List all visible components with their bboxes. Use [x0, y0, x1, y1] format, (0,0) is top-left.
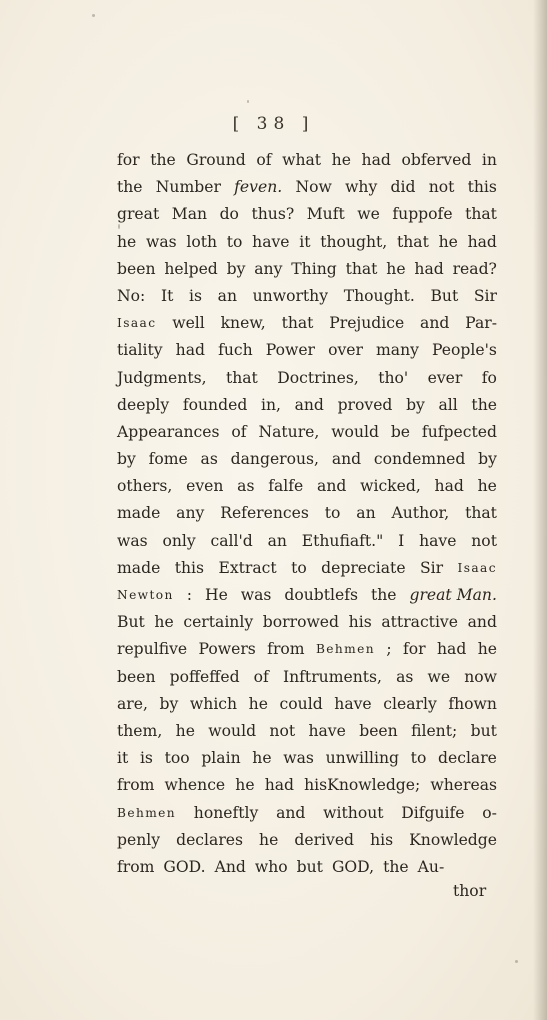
styled-word: Behmen: [315, 642, 375, 657]
word: o-: [482, 803, 497, 822]
word: No:: [117, 286, 146, 305]
word: declares: [176, 830, 244, 849]
styled-word: Isaac: [117, 316, 157, 331]
word: by: [226, 259, 246, 278]
word: by: [478, 450, 497, 469]
text-line: [117, 827, 497, 854]
text-line: [117, 500, 497, 527]
word: now: [464, 667, 497, 686]
word: and: [294, 395, 324, 414]
word: do: [219, 205, 239, 224]
word: Knowledge: [409, 830, 497, 849]
paper-speck: [92, 14, 95, 17]
word: derived: [294, 830, 355, 849]
word: to: [324, 504, 341, 523]
word: been: [117, 259, 156, 278]
word: what: [282, 151, 322, 169]
word: doubtlefs: [284, 586, 359, 604]
word: which: [189, 694, 238, 713]
word: fhown: [448, 694, 497, 713]
word: Power: [265, 341, 315, 360]
word: had: [414, 259, 444, 278]
word: but: [470, 721, 497, 740]
text-line: [117, 392, 497, 419]
word: tho': [378, 368, 409, 387]
text-line: [117, 555, 497, 582]
word: any: [254, 259, 283, 278]
text-line: [117, 174, 497, 201]
word: the: [150, 151, 176, 169]
word: not: [471, 531, 497, 550]
word: Ethufiaft.": [301, 531, 384, 550]
word: great: [117, 205, 160, 224]
text-line: [117, 337, 497, 364]
word: well: [172, 314, 205, 333]
text-line: [117, 256, 497, 283]
word: References: [220, 504, 309, 523]
text-line: [117, 745, 497, 772]
word: dangerous,: [230, 450, 320, 469]
word: he: [477, 640, 497, 659]
word: had: [467, 232, 497, 251]
word: GOD.: [163, 857, 206, 876]
word: he: [477, 477, 497, 496]
word: thus?: [251, 205, 295, 224]
word: Prejudice: [329, 314, 405, 333]
catchword: thor: [453, 882, 487, 900]
text-line: [117, 201, 497, 228]
text-line: [117, 528, 497, 555]
word: fo: [481, 368, 497, 387]
word: his: [370, 830, 394, 849]
word: Extract: [218, 558, 277, 577]
word: is: [189, 286, 203, 305]
word: of: [231, 422, 247, 441]
word: have: [419, 531, 457, 550]
word: that: [345, 259, 378, 278]
word: had: [175, 341, 205, 360]
word: is: [139, 749, 153, 768]
page-number: [ 38 ]: [232, 114, 315, 134]
text-line: [117, 473, 497, 500]
word: clearly: [383, 694, 437, 713]
text-line: [117, 365, 497, 392]
word: Author,: [391, 504, 450, 523]
word: was: [146, 232, 177, 251]
word: he: [248, 694, 268, 713]
word: them,: [117, 721, 163, 740]
word: People's: [432, 341, 497, 360]
word: Thought.: [343, 286, 415, 305]
word: But: [117, 613, 145, 632]
paper-speck: [515, 960, 518, 963]
word: Inftruments,: [282, 667, 382, 686]
word: not: [269, 721, 296, 740]
word: Doctrines,: [277, 368, 359, 387]
word: Par-: [465, 314, 497, 333]
word: as: [237, 477, 255, 496]
text-line: [117, 147, 497, 174]
paper-speck: [247, 100, 249, 103]
word: Judgments,: [117, 368, 207, 387]
word: the: [117, 178, 143, 197]
word: fome: [148, 450, 188, 469]
word: as: [396, 667, 414, 686]
word: this: [174, 558, 205, 577]
word: hisKnowledge;: [304, 776, 421, 795]
word: he: [386, 259, 406, 278]
word: it: [299, 232, 311, 251]
word: fuppofe: [392, 205, 453, 224]
word: unworthy: [252, 286, 329, 305]
word: ;: [386, 640, 392, 659]
word: did: [390, 178, 416, 197]
word: I: [398, 531, 405, 550]
word: that: [465, 504, 497, 523]
word: whence: [164, 776, 226, 795]
word: he: [154, 613, 174, 632]
word: been: [117, 667, 156, 686]
word: an: [217, 286, 237, 305]
word: fuch: [218, 341, 253, 360]
word: fufpected: [421, 422, 497, 441]
word: could: [279, 694, 323, 713]
word: condemned: [373, 450, 466, 469]
word: deeply: [117, 395, 170, 414]
word: in,: [260, 395, 281, 414]
word: to: [410, 749, 427, 768]
word: Muft: [306, 205, 345, 224]
word: others,: [117, 477, 173, 496]
text-line: [117, 283, 497, 310]
word: had: [361, 151, 391, 169]
word: filent;: [411, 721, 458, 740]
word: of: [253, 667, 269, 686]
word: he: [438, 232, 458, 251]
word: that: [396, 232, 429, 251]
word: why: [345, 178, 378, 197]
word: we: [427, 667, 451, 686]
word: many: [376, 341, 419, 360]
word: over: [328, 341, 363, 360]
word: but: [296, 857, 323, 876]
text-line: [117, 800, 497, 827]
body-text: [117, 147, 497, 881]
word: was: [240, 586, 272, 604]
word: and: [467, 613, 497, 632]
word: who: [254, 857, 288, 876]
text-line: [117, 664, 497, 691]
word: Sir: [473, 286, 497, 305]
word: too: [164, 749, 190, 768]
word: Now: [295, 178, 332, 197]
word: he: [252, 749, 272, 768]
word: his: [348, 613, 372, 632]
word: have: [334, 694, 372, 713]
styled-word: great Man.: [409, 586, 497, 604]
word: poffeffed: [169, 667, 240, 686]
text-line: [117, 772, 497, 799]
text-line: [117, 229, 497, 256]
word: obferved: [401, 151, 472, 169]
word: the: [471, 395, 497, 414]
word: by: [406, 395, 425, 414]
word: would: [208, 721, 257, 740]
word: from: [117, 776, 155, 795]
styled-word: Isaac: [457, 560, 497, 575]
word: as: [200, 450, 218, 469]
page-edge-shadow: [533, 0, 547, 1020]
word: loth: [186, 232, 218, 251]
word: proved: [337, 395, 393, 414]
word: had: [434, 477, 464, 496]
word: GOD,: [331, 857, 375, 876]
word: have: [252, 232, 290, 251]
word: repulfive: [117, 640, 188, 659]
word: and: [331, 450, 362, 469]
word: to: [226, 232, 243, 251]
word: Ground: [186, 151, 246, 169]
word: It: [160, 286, 174, 305]
word: by: [159, 694, 179, 713]
word: Number: [155, 178, 221, 197]
word: he: [259, 830, 279, 849]
text-line: [117, 446, 497, 473]
word: Au-: [417, 857, 445, 876]
word: depreciate: [321, 558, 406, 577]
word: declare: [438, 749, 497, 768]
word: made: [117, 558, 161, 577]
word: any: [176, 504, 205, 523]
word: ever: [427, 368, 463, 387]
word: founded: [182, 395, 248, 414]
word: made: [117, 504, 161, 523]
word: an: [267, 531, 287, 550]
word: he: [331, 151, 351, 169]
word: whereas: [430, 776, 497, 795]
word: :: [186, 586, 193, 604]
word: Thing: [291, 259, 337, 278]
word: Man: [171, 205, 208, 224]
word: honeftly: [193, 803, 259, 822]
word: had: [264, 776, 295, 795]
word: borrowed: [262, 613, 340, 632]
word: are,: [117, 694, 148, 713]
word: Nature,: [258, 422, 320, 441]
word: knew,: [220, 314, 266, 333]
word: and: [420, 314, 450, 333]
word: the: [383, 857, 409, 876]
word: falfe: [268, 477, 304, 496]
text-line: [117, 419, 497, 446]
text-line: [117, 609, 497, 636]
word: by: [117, 450, 136, 469]
word: even: [186, 477, 224, 496]
styled-word: Newton: [117, 588, 174, 602]
text-line: [117, 582, 497, 609]
word: an: [356, 504, 376, 523]
word: that: [225, 368, 258, 387]
word: in: [481, 151, 497, 169]
word: all: [438, 395, 458, 414]
word: Sir: [419, 558, 444, 577]
word: Appearances: [117, 422, 220, 441]
word: from: [267, 640, 305, 659]
word: we: [357, 205, 380, 224]
word: plain: [201, 749, 241, 768]
word: But: [430, 286, 459, 305]
word: call'd: [210, 531, 253, 550]
text-line: [117, 636, 497, 663]
word: tiality: [117, 341, 163, 360]
text-line: [117, 691, 497, 718]
word: helped: [164, 259, 218, 278]
word: had: [437, 640, 467, 659]
word: he: [235, 776, 255, 795]
word: Powers: [198, 640, 256, 659]
word: penly: [117, 830, 161, 849]
word: this: [467, 178, 497, 197]
word: he: [117, 232, 137, 251]
word: Difguife: [401, 803, 465, 822]
word: certainly: [183, 613, 254, 632]
word: the: [370, 586, 397, 604]
styled-word: Behmen: [117, 805, 177, 820]
styled-word: feven.: [234, 178, 283, 197]
word: read?: [452, 259, 497, 278]
word: attractive: [381, 613, 458, 632]
word: have: [308, 721, 346, 740]
word: was: [117, 531, 148, 550]
text-line: [117, 718, 497, 745]
word: he: [175, 721, 195, 740]
word: was: [283, 749, 314, 768]
word: and: [317, 477, 347, 496]
word: that: [465, 205, 497, 224]
text-line: [117, 854, 497, 881]
word: He: [204, 586, 228, 604]
word: been: [359, 721, 398, 740]
word: and: [276, 803, 306, 822]
word: would: [331, 422, 379, 441]
word: without: [323, 803, 384, 822]
word: wicked,: [360, 477, 421, 496]
word: it: [117, 749, 129, 768]
word: unwilling: [325, 749, 399, 768]
text-line: [117, 310, 497, 337]
word: And: [214, 857, 246, 876]
word: only: [162, 531, 196, 550]
word: of: [256, 151, 272, 169]
word: for: [117, 151, 140, 169]
word: that: [281, 314, 314, 333]
word: for: [403, 640, 426, 659]
word: be: [390, 422, 411, 441]
word: from: [117, 857, 155, 876]
word: thought,: [320, 232, 388, 251]
word: to: [291, 558, 307, 577]
word: not: [428, 178, 455, 197]
